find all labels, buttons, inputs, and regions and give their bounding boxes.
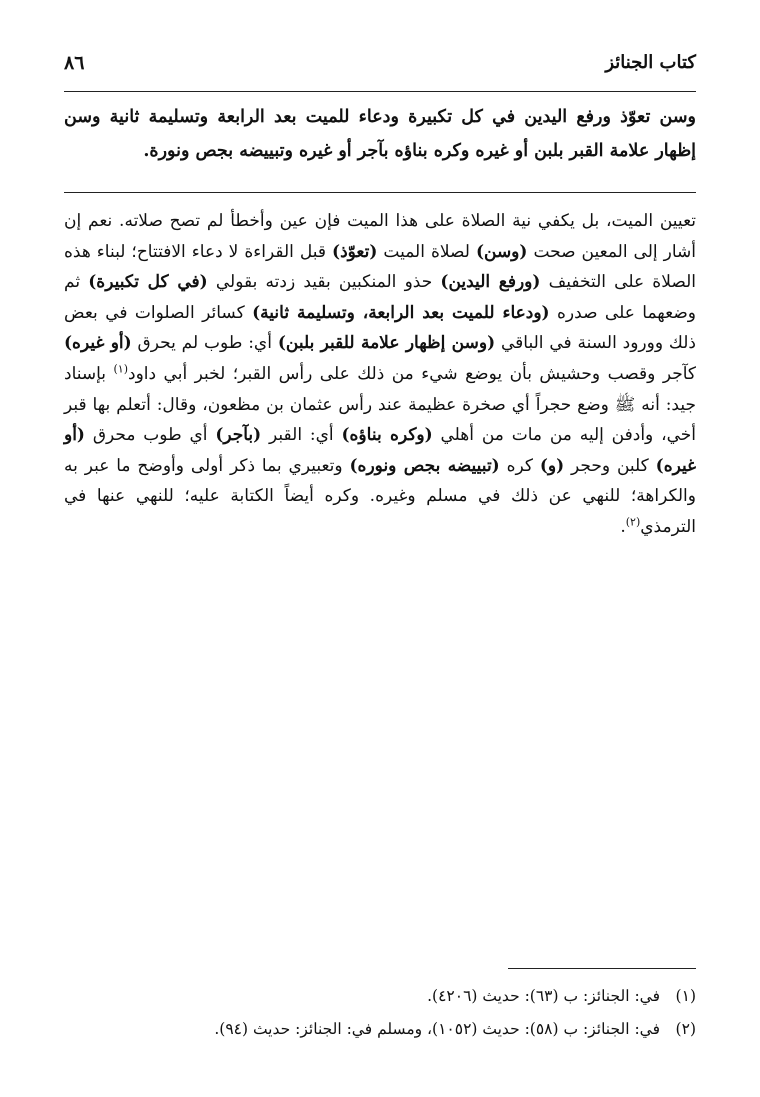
commentary-run: كسائر الصلوات في بعض ذلك وورود السنة في الباقي: [64, 302, 696, 354]
commentary-run: كآجر وقصب وحشيش بأن يوضع شيء من ذلك على رأس القبر؛ لخبر أبي داود: [128, 363, 696, 384]
commentary-run: أي طوب محرق: [84, 425, 216, 446]
footnote-1: [64, 980, 696, 1013]
commentary-run: .: [620, 516, 626, 537]
quoted-matn: (ودعاء للميت بعد الرابعة، وتسليمة ثانية): [252, 302, 550, 323]
footnote-number: (٢): [675, 1020, 696, 1038]
commentary-run: بإسناد جيد: أنه ﷺ وضع حجراً أي صخرة عظيمة عند رأس عثمان بن مظعون، وقال: أتعلم بها قبر أخي، وأدفن إليه من مات من أهلي: [64, 363, 696, 446]
quoted-matn: (تبييضه بجص ونوره): [349, 455, 500, 476]
commentary-run: كلبن وحجر: [564, 455, 656, 476]
chapter-title: كتاب الجنائز: [605, 52, 696, 73]
quoted-matn: (تعوّذ): [332, 241, 378, 262]
footnote-marker: (٢): [625, 515, 641, 529]
quoted-matn: (أو غيره): [64, 333, 132, 354]
quoted-matn: (و): [539, 455, 565, 476]
quoted-matn: (وسن): [475, 241, 528, 262]
commentary-run: لصلاة الميت: [377, 241, 476, 262]
header-rule: [64, 91, 696, 92]
commentary-text: [64, 206, 696, 543]
footnote-number: (١): [675, 987, 696, 1005]
commentary-run: أي: طوب لم يحرق: [131, 333, 278, 354]
commentary-run: أي: القبر: [261, 425, 342, 446]
footnote-2: [64, 1013, 696, 1046]
quoted-matn: (وسن إظهار علامة للقبر بلبن): [277, 333, 496, 354]
quoted-matn: (بآجر): [215, 425, 262, 446]
main-text: وسن تعوّذ ورفع اليدين في كل تكبيرة ودعاء للميت بعد الرابعة وتسليمة ثانية وسن إظهار علامة القبر بلبن أو غيره وكره بناؤه بآجر أو غيره وتبييضه بجص ونورة.: [64, 107, 696, 161]
running-header: [64, 52, 696, 82]
quoted-matn: (أو غيره): [64, 425, 697, 476]
page-number: ٨٦: [64, 52, 85, 74]
footnote-text: في: الجنائز: ب (٥٨): حديث (١٠٥٢)، ومسلم في: الجنائز: حديث (٩٤).: [214, 1020, 660, 1038]
footnote-text: في: الجنائز: ب (٦٣): حديث (٤٢٠٦).: [427, 987, 660, 1005]
commentary-run: وتعبيري بما ذكر أولى وأوضح ما عبر به والكراهة؛ للنهي عن ذلك في مسلم وغيره. وكره أيضاً الكتابة عليه؛ للنهي عنها في الترمذي: [64, 455, 696, 537]
commentary-run: قبل القراءة لا دعاء الافتتاح؛ لبناء هذه الصلاة على التخفيف: [64, 241, 697, 293]
commentary-run: كره: [499, 455, 540, 476]
footnotes: [64, 980, 696, 1046]
commentary-separator: [64, 192, 696, 193]
commentary-run: تعيين الميت، بل يكفي نية الصلاة على هذا الميت فإن عين وأخطأ لم تصح صلاته. نعم إن أشار إلى المعين صحت: [64, 211, 696, 262]
commentary-run: ثم وضعهما على صدره: [64, 272, 696, 323]
footnote-marker: (١): [113, 362, 129, 376]
quoted-matn: (وكره بناؤه): [341, 425, 433, 446]
footnote-rule: [508, 968, 696, 969]
quoted-matn: (ورفع اليدين): [440, 272, 541, 293]
quoted-matn: (في كل تكبيرة): [88, 272, 208, 293]
commentary-run: حذو المنكبين بقيد زدته بقولي: [207, 272, 441, 293]
